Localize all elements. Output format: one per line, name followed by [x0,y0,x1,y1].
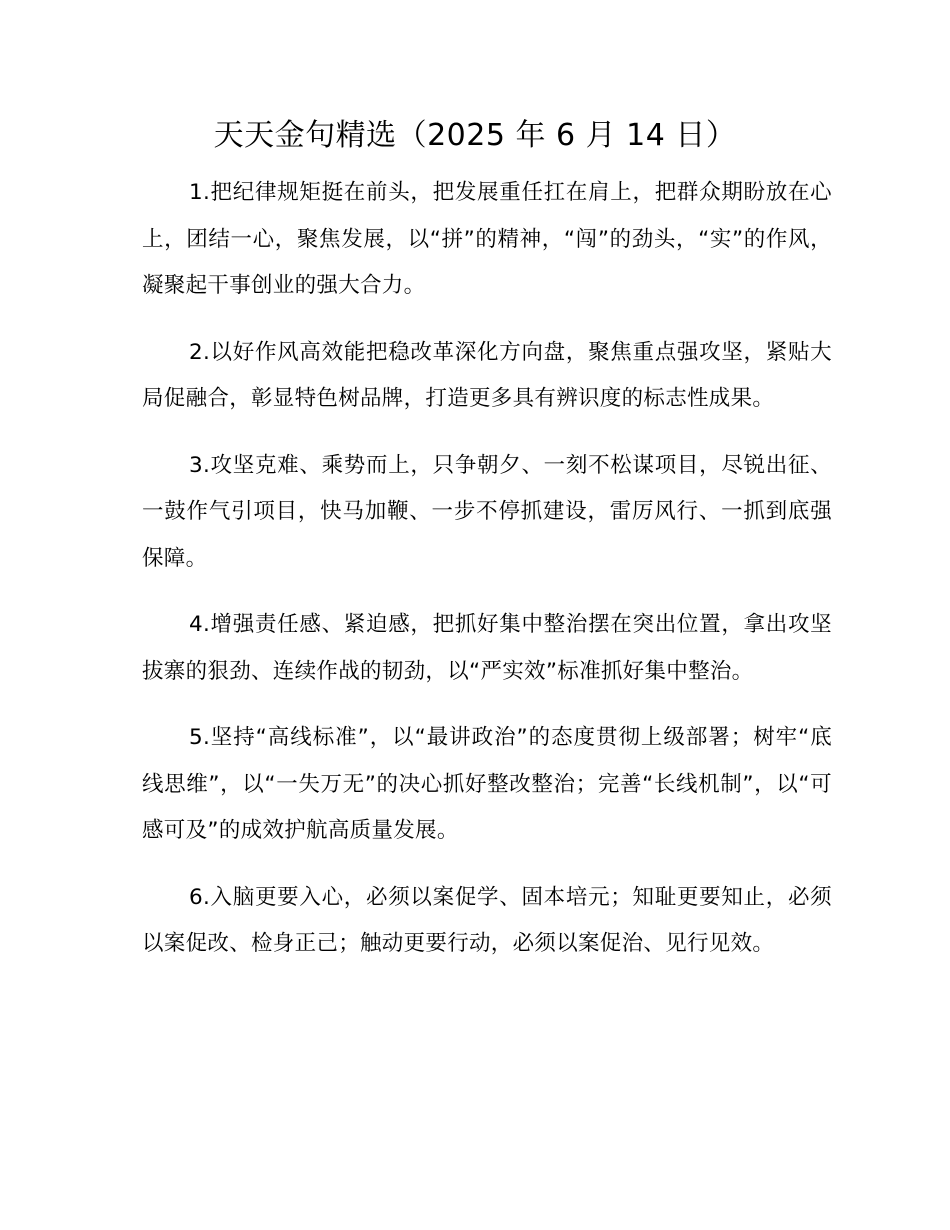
paragraph-5: 5.坚持“高线标准”，以“最讲政治”的态度贯彻上级部署；树牢“底线思维”，以“一失万无”的决心抓好整改整治；完善“长线机制”，以“可感可及”的成效护航高质量发展。 [142,725,832,843]
paragraph-3: 3.攻坚克难、乘势而上，只争朝夕、一刻不松谋项目，尽锐出征、一鼓作气引项目，快马加鞭、一步不停抓建设，雷厉风行、一抓到底强保障。 [142,452,832,571]
page-title: 天天金句精选（2025 年 6 月 14 日） [213,118,737,153]
paragraph-4: 4.增强责任感、紧迫感，把抓好集中整治摆在突出位置，拿出攻坚拔寨的狠劲、连续作战的韧劲，以“严实效”标准抓好集中整治。 [142,612,832,684]
paragraph-6: 6.入脑更要入心，必须以案促学、固本培元；知耻更要知止，必须以案促改、检身正己；触动更要行动，必须以案促治、见行见效。 [142,884,832,956]
paragraph-2: 2.以好作风高效能把稳改革深化方向盘，聚焦重点强攻坚，紧贴大局促融合，彰显特色树品牌，打造更多具有辨识度的标志性成果。 [142,339,832,411]
paragraph-1: 1.把纪律规矩挺在前头，把发展重任扛在肩上，把群众期盼放在心上，团结一心，聚焦发展，以“拼”的精神，“闯”的劲头，“实”的作风，凝聚起干事创业的强大合力。 [142,180,832,298]
document-body [142,170,832,988]
